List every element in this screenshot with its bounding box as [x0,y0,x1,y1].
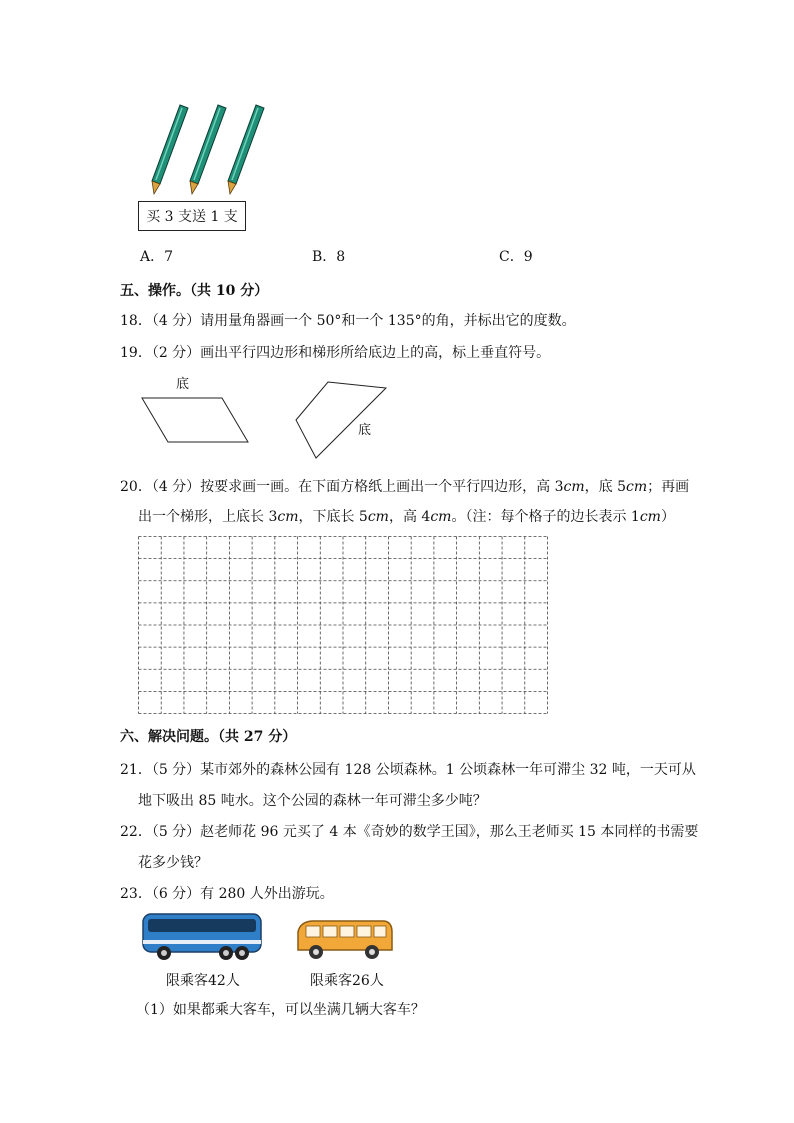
pen-icon [152,105,188,194]
option-a[interactable]: A．7 [140,249,174,265]
big-bus-icon [140,910,266,968]
option-c[interactable]: C．9 [499,249,533,265]
question-19: 19．（2 分）画出平行四边形和梯形所给底边上的高，标上垂直符号。 [120,345,551,361]
section-title-operations: 五、操作。（共 10 分） [120,283,269,299]
trapezoid-base-label: 底 [358,423,372,438]
section-title-problems: 六、解决问题。（共 27 分） [120,729,297,745]
pens-illustration [140,100,270,204]
trapezoid-figure [290,378,392,464]
question-23-sub1: （1）如果都乘大客车，可以坐满几辆大客车？ [136,1002,425,1018]
question-21-line2: 地下吸出 85 吨水。这个公园的森林一年可滞尘多少吨？ [138,793,487,809]
pen-icon [190,105,226,194]
question-22-line1: 22．（5 分）赵老师花 96 元买了 4 本《奇妙的数学王国》，那么王老师买 15 本同样的书需要 [120,824,699,840]
option-b[interactable]: B．8 [312,249,346,265]
small-bus-icon [292,916,396,968]
promo-label: 买 3 支送 1 支 [138,201,246,231]
small-bus-capacity-label: 限乘客26人 [310,973,384,989]
big-bus-capacity-label: 限乘客42人 [166,973,240,989]
parallelogram-figure [138,370,254,452]
pen-icon [228,105,264,194]
question-21-line1: 21．（5 分）某市郊外的森林公园有 128 公顷森林。1 公顷森林一年可滞尘 32 吨，一天可从 [120,762,696,778]
grid-paper[interactable] [138,536,548,714]
question-23: 23．（6 分）有 280 人外出游玩。 [120,886,334,902]
question-22-line2: 花多少钱？ [138,855,208,871]
question-18: 18．（4 分）请用量角器画一个 50°和一个 135°的角，并标出它的度数。 [120,313,576,329]
parallelogram-base-label: 底 [176,377,190,392]
question-20-line1: 20．（4 分）按要求画一画。在下面方格纸上画出一个平行四边形，高 3cm，底 5cm；再画 [120,479,690,495]
question-20-line2: 出一个梯形，上底长 3cm，下底长 5cm，高 4cm。（注：每个格子的边长表示 1cm） [138,509,675,525]
